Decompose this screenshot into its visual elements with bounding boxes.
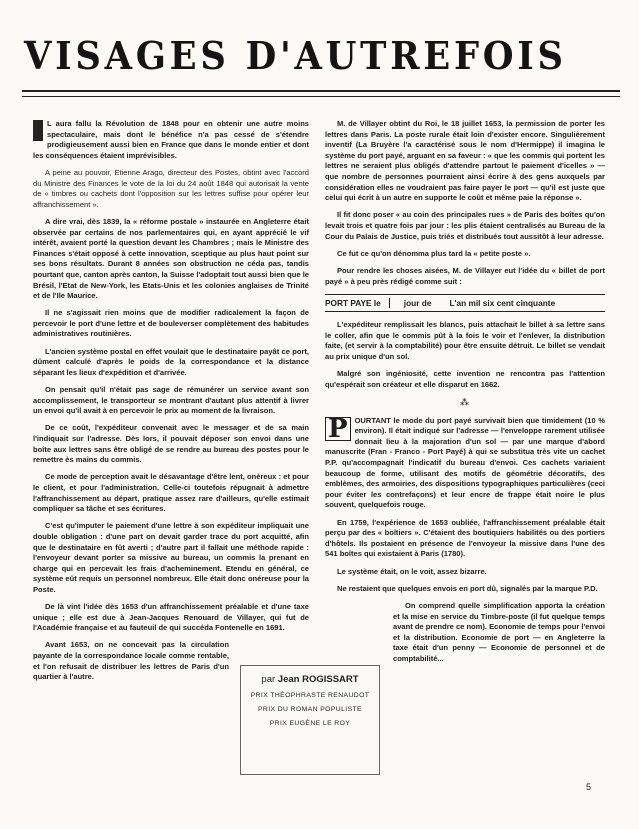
- section-separator: ⁂: [460, 397, 470, 408]
- dropcap-mark: [33, 120, 43, 141]
- paragraph-5: L'ancien système postal en effet voulait que le destinataire payât ce port, dûment calculé d'après le poids de la correspondance et la distance séparant les lieux d'expédition et d'arrivée.: [33, 346, 309, 377]
- paragraph-r1: M. de Villayer obtint du Roi, le 18 juillet 1653, la permission de porter les lettres dans Paris. La poste rurale était loin d'exister encore. Singulièrement inventif (La Bruyère l'a caractérisé sous le nom d'Hermippe) il imagina le système du port payé, arguant en sa faveur : « que les commis qui portent les lettres ne seraient plus obligés d'attendre partout le paiement d'icelles » — que nombre de personnes pourraient ainsi écrire à des gens auxquels par considération elles ne voudraient pas faire payer le port — qu'il est juste que celui qui écrit à un autre en supporte le coût et même paie la réponse ».: [325, 119, 605, 203]
- author-prize-2: PRIX DU ROMAN POPULISTE: [258, 706, 362, 713]
- paragraph-r8: En 1759, l'expérience de 1653 oubliée, l'affranchissement préalable était perçu par des « boîtiers ». C'étaient des boutiquiers habilités ou des portiers d'hôtels. Ils postaient en présence de l'envoyeur la missive dans l'une des 541 boîtes qui existaient à Paris (1780).: [325, 517, 605, 559]
- paragraph-8: Ce mode de perception avait le désavantage d'être lent, onéreux : et pour le client, et pour l'administration. Celle-ci toutefois répugnait à admettre l'affranchissement au départ, pratique assez rare d'ailleurs, qu'elle estimait compliquer sa tâche et ses écritures.: [33, 472, 309, 514]
- port-paye-coupon: [325, 294, 605, 313]
- paragraph-r3: Ce fut ce qu'on dénomma plus tard la « petite poste ».: [337, 248, 531, 258]
- paragraph-r2: Il fit donc poser « au coin des principales rues » de Paris des boîtes qu'on levait trois et quatre fois par jour : les plis étaient centralisés au Bureau de la Cour du Palais de Justice, puis triés et distribués tout aussitôt à leur adresse.: [325, 210, 605, 241]
- author-box: [240, 665, 380, 775]
- author-by: par: [261, 674, 276, 685]
- author-name: Jean ROGISSART: [277, 674, 359, 685]
- coupon-field-2: jour de: [403, 297, 432, 308]
- paragraph-r6: Malgré son ingéniosité, cette invention ne rencontra pas l'attention qu'espérait son créateur et elle disparut en 1662.: [325, 369, 605, 389]
- author-prize-3: PRIX EUGÈNE LE ROY: [269, 720, 351, 727]
- paragraph-1: L aura fallu la Révolution de 1848 pour en obtenir une autre moins spectaculaire, mais dont le bénéfice n'a pas cessé de s'étendre prodigieusement aussi bien en France que dans le monde entier et dont les conséquences étaient imprévisibles.: [33, 119, 309, 160]
- paragraph-9: C'est qu'imputer le paiement d'une lettre à son expéditeur impliquait une double obligation : d'une part on devait garder trace du port acquitté, afin que le destinataire en fût averti ; d'autre part il fallait une méthode rapide : l'envoyeur devant porter sa missive au bureau, un commis la prenant en charge qui en percevait les frais d'acheminement. Etendu en général, ce système eût requis un personnel nombreux. Elle était donc onéreuse pour la Poste.: [33, 521, 309, 594]
- paragraph-r10: Ne restaient que quelques envois en port dû, signalés par la marque P.D.: [337, 583, 598, 593]
- author-byline: [241, 674, 379, 685]
- paragraph-6: On pensait qu'il n'était pas sage de rémunérer un service avant son accomplissement, le transporteur se montrant d'autant plus attentif à livrer un envoi qu'il avait à en percevoir le prix au moment de la livraison.: [33, 385, 309, 416]
- paragraph-2: A peine au pouvoir, Etienne Arago, directeur des Postes, obtint avec l'accord du Ministre des Finances le vote de la loi du 24 août 1848 qui autorisait la vente de « timbres ou cachets dont l'opposition sur les lettres suffise pour opérer leur affranchissement ».: [33, 167, 309, 209]
- author-prize-1: PRIX THÉOPHRASTE RENAUDOT: [250, 692, 370, 699]
- article-title: VISAGES D'AUTREFOIS: [24, 33, 567, 78]
- paragraph-4: Il ne s'agissait rien moins que de modifier radicalement la façon de percevoir le port d'une lettre et de bouleverser complètement des habitudes administratives routinières.: [33, 308, 309, 339]
- paragraph-r7: P OURTANT le mode du port payé survivait bien que timidement (10 % environ). Il était indiqué sur l'adresse — l'enveloppe rarement utilisée donnait lieu à la majoration d'un sol — par une marque d'abord manuscrite (Fran - Franco - Port Payé) à qui se substitua très vite un cachet P.P. qu'accompagnait l'indicatif du bureau d'envoi. Ces cachets variaient beaucoup de forme, utilisant des motifs de géométrie décoratifs, des emblèmes, des armoiries, des dispositions typographiques particulières (ceci pour éviter les contrefaçons) et leur encre de frappe était noire le plus souvent, quelquefois rouge.: [325, 413, 605, 510]
- paragraph-7: De ce coût, l'expéditeur convenait avec le messager et de sa main l'indiquait sur l'adresse. Dès lors, il pouvait déposer son envoi dans une boîte aux lettres sans être obligé de se rendre au bureau des postes pour le remettre ès mains du commis.: [33, 423, 309, 465]
- paragraph-10: De là vint l'idée dès 1653 d'un affranchissement préalable et d'une taxe unique ; elle est due à Jean-Jacques Renouard de Villayer, qui fut de l'Académie française et au fauteuil de qui succéda Fontenelle en 1691.: [33, 602, 309, 633]
- title-rule-bottom: [22, 96, 620, 97]
- coupon-field-1: PORT PAYE le: [325, 298, 390, 309]
- paragraph-3: A dire vrai, dès 1839, la « réforme postale » instaurée en Angleterre était observée par certains de nos parlementaires qui, en ayant apprécié le vif intérêt, avaient porté la question devant les Chambres ; mais le Ministre des Finances s'était opposé à cette innovation, sceptique au plus haut point sur ses bons résultats. Durant 8 années son obstruction ne céda pas, tandis pourtant que, canton après canton, la Suisse l'adoptait tout aussi bien que le Brésil, l'Etat de New-York, les Etats-Unis et les colonies anglaises de Trinité et de l'Ile Maurice.: [33, 216, 309, 301]
- title-rule-top: [22, 90, 620, 92]
- coupon-field-3: L'an mil six cent cinquante: [449, 297, 556, 308]
- paragraph-r4: Pour rendre les choses aisées, M. de Villayer eut l'idée du « billet de port payé » à peu près rédigé comme suit :: [325, 265, 605, 286]
- paragraph-r9: Le système était, on le voit, assez bizarre.: [337, 566, 487, 576]
- paragraph-r5: L'expéditeur remplissait les blancs, puis attachait le billet à sa lettre sans le coller, afin que le commis pût à la fois le voir et l'enlever, la distribution faite, (et servir à la comptabilité) pour être ensuite détruit. Le billet se vendait au prix unique d'un sol.: [325, 320, 605, 362]
- dropcap-p: P: [325, 417, 351, 441]
- paragraph-11: Avant 1653, on ne concevait pas la circulation payante de la correspondance locale comme rentable, et l'on refusait de distribuer les lettres de Paris d'un quartier à l'autre.: [33, 640, 229, 682]
- left-column: [33, 119, 309, 689]
- right-column: [325, 119, 605, 671]
- page-number: 5: [586, 782, 592, 792]
- paragraph-r11: On comprend quelle simplification apporta la création et la mise en service du Timbre-poste (il fut quelque temps avant de prendre ce nom). Economie de temps pour l'envoi et la distribution. Economie de port — en Angleterre la taxe était d'un penny — Economie de personnel et de comptabilité...: [393, 600, 605, 663]
